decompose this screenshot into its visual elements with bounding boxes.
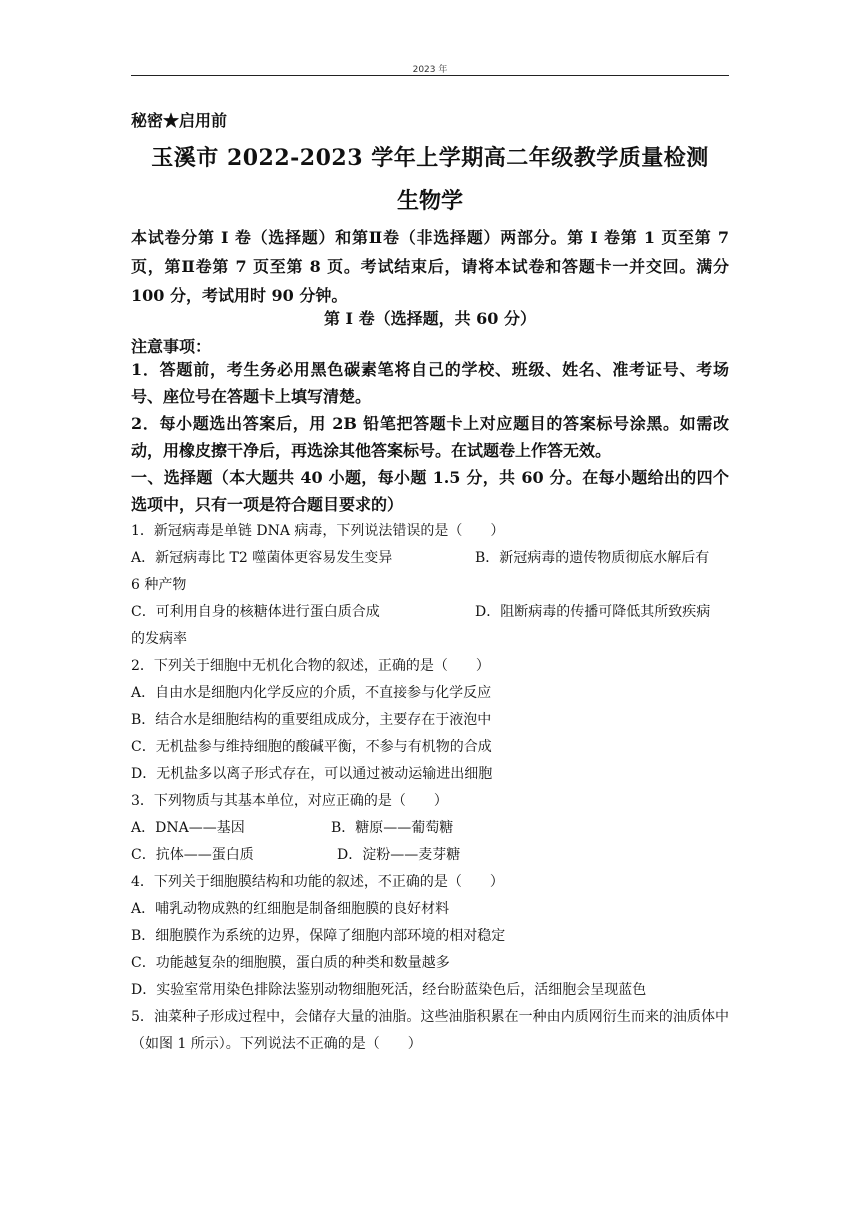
question-1-options-row1 (131, 545, 729, 572)
question-3-option-a: A．DNA——基因 (131, 820, 245, 836)
question-1-option-b: B．新冠病毒的遗传物质彻底水解后有 (475, 550, 710, 566)
question-1-option-b-cont: 6 种产物 (131, 577, 187, 593)
question-3-stem: 3．下列物质与其基本单位，对应正确的是（ ） (131, 793, 448, 809)
question-2-option-a: A．自由水是细胞内化学反应的介质，不直接参与化学反应 (131, 685, 492, 701)
question-3-option-b: B．糖原——葡萄糖 (331, 820, 454, 836)
question-2-option-d: D．无机盐多以离子形式存在，可以通过被动运输进出细胞 (131, 766, 493, 782)
question-4-option-d: D．实验室常用染色排除法鉴别动物细胞死活，经台盼蓝染色后，活细胞会呈现蓝色 (131, 982, 647, 998)
question-3-option-c: C．抗体——蛋白质 (131, 847, 254, 863)
exam-subject: 生物学 (396, 188, 463, 214)
secret-label: 秘密★启用前 (131, 111, 228, 130)
part1-title: 第 I 卷（选择题，共 60 分） (323, 309, 537, 328)
question-3-option-d: D．淀粉——麦芽糖 (337, 847, 461, 863)
question-1-stem: 1．新冠病毒是单链 DNA 病毒，下列说法错误的是（ ） (131, 523, 505, 539)
notice-item-2: 2．每小题选出答案后，用 2B 铅笔把答题卡上对应题目的答案标号涂黑。如需改动，用橡皮擦干净后，再选涂其他答案标号。在试题卷上作答无效。 (131, 414, 729, 460)
notice-item-1: 1．答题前，考生务必用黑色碳素笔将自己的学校、班级、姓名、准考证号、考场号、座位号在答题卡上填写清楚。 (131, 360, 729, 406)
question-3-options-row1 (131, 815, 729, 842)
question-2-option-c: C．无机盐参与维持细胞的酸碱平衡，不参与有机物的合成 (131, 739, 492, 755)
question-2-stem: 2．下列关于细胞中无机化合物的叙述，正确的是（ ） (131, 658, 490, 674)
exam-intro: 本试卷分第 I 卷（选择题）和第Ⅱ卷（非选择题）两部分。第 I 卷第 1 页至第 7 页，第Ⅱ卷第 7 页至第 8 页。考试结束后，请将本试卷和答题卡一并交回。满分 100 分，考试用时 90 分钟。 (131, 228, 729, 305)
notice-heading: 注意事项： (131, 337, 212, 356)
question-1-option-d: D．阻断病毒的传播可降低其所致疾病 (475, 604, 711, 620)
question-1-option-d-cont: 的发病率 (131, 631, 187, 647)
page-header: 2023 年 (412, 65, 448, 75)
question-4-stem: 4．下列关于细胞膜结构和功能的叙述，不正确的是（ ） (131, 874, 504, 890)
question-4-option-a: A．哺乳动物成熟的红细胞是制备细胞膜的良好材料 (131, 901, 450, 917)
question-1-option-a: A．新冠病毒比 T2 噬菌体更容易发生变异 (131, 550, 393, 566)
question-1-options-row2 (131, 599, 729, 626)
question-4-option-c: C．功能越复杂的细胞膜，蛋白质的种类和数量越多 (131, 955, 450, 971)
exam-title: 玉溪市 2022-2023 学年上学期高二年级教学质量检测 (151, 145, 709, 171)
question-2-option-b: B．结合水是细胞结构的重要组成成分，主要存在于液泡中 (131, 712, 492, 728)
section-title: 一、选择题（本大题共 40 小题，每小题 1.5 分，共 60 分。在每小题给出的四个选项中，只有一项是符合题目要求的） (131, 468, 729, 514)
question-3-options-row2 (131, 842, 729, 869)
question-5-stem: 5．油菜种子形成过程中，会储存大量的油脂。这些油脂积累在一种由内质网衍生而来的油质体中（如图 1 所示）。下列说法不正确的是（ ） (131, 1009, 729, 1052)
question-4-option-b: B．细胞膜作为系统的边界，保障了细胞内部环境的相对稳定 (131, 928, 506, 944)
question-1-option-c: C．可利用自身的核糖体进行蛋白质合成 (131, 604, 380, 620)
header-divider (131, 75, 729, 76)
